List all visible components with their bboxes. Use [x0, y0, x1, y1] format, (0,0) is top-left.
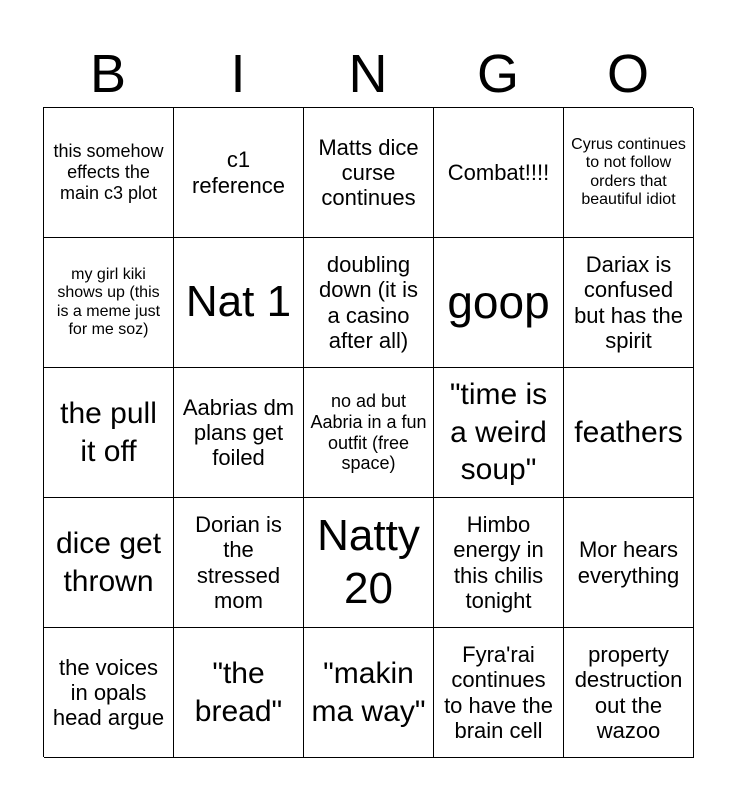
header-letter-o: O — [606, 44, 649, 104]
bingo-cell[interactable] — [434, 238, 564, 368]
bingo-cell[interactable] — [564, 498, 694, 628]
cell-text: Dorian is the stressed mom — [195, 511, 282, 613]
bingo-cell[interactable] — [564, 238, 694, 368]
bingo-cell[interactable] — [44, 238, 174, 368]
bingo-cell[interactable] — [304, 238, 434, 368]
bingo-cell[interactable] — [174, 108, 304, 238]
cell-text: my girl kiki shows up (this is a meme just for me soz) — [56, 265, 161, 338]
bingo-cell[interactable] — [434, 498, 564, 628]
bingo-cell[interactable] — [174, 498, 304, 628]
bingo-cell[interactable] — [564, 368, 694, 498]
bingo-cell[interactable] — [44, 498, 174, 628]
cell-text: dice get thrown — [55, 527, 162, 598]
cell-text: "time is a weird soup" — [449, 378, 548, 487]
cell-text: "makin ma way" — [311, 657, 426, 728]
bingo-cell[interactable] — [304, 368, 434, 498]
cell-text: doubling down (it is a casino after all) — [318, 251, 419, 353]
cell-text: Natty 20 — [317, 510, 420, 613]
cell-text: Himbo energy in this chilis tonight — [453, 511, 544, 613]
cell-text: the pull it off — [60, 397, 157, 468]
bingo-cell[interactable] — [304, 498, 434, 628]
header-letter-b: B — [89, 44, 127, 104]
cell-text: no ad but Aabria in a fun outfit (free space) — [310, 391, 427, 474]
bingo-cell[interactable] — [304, 628, 434, 758]
cell-text: Mor hears everything — [577, 537, 680, 588]
bingo-cell[interactable] — [304, 108, 434, 238]
cell-text: the voices in opals head argue — [52, 654, 165, 731]
bingo-cell[interactable] — [174, 628, 304, 758]
bingo-cell[interactable] — [564, 628, 694, 758]
bingo-cell[interactable] — [434, 628, 564, 758]
cell-text: Combat!!!! — [447, 159, 550, 185]
cell-text: property destruction out the wazoo — [574, 641, 683, 743]
cell-text: c1 reference — [192, 147, 285, 198]
cell-text: Cyrus continues to not follow orders that beautiful idiot — [571, 135, 686, 208]
header-letter-n: N — [348, 44, 388, 104]
bingo-cell[interactable] — [44, 108, 174, 238]
bingo-cell[interactable] — [44, 368, 174, 498]
cell-text: Aabrias dm plans get foiled — [182, 394, 295, 471]
cell-text: Fyra'rai continues to have the brain cell — [444, 641, 553, 743]
bingo-header — [43, 40, 693, 106]
bingo-cell[interactable] — [564, 108, 694, 238]
cell-text: "the bread" — [194, 657, 283, 728]
bingo-cell[interactable] — [434, 368, 564, 498]
header-letter-i: I — [230, 44, 246, 104]
cell-text: this somehow effects the main c3 plot — [53, 141, 164, 203]
bingo-cell[interactable] — [174, 238, 304, 368]
cell-text: feathers — [574, 415, 683, 449]
cell-text: Matts dice curse continues — [318, 134, 419, 211]
cell-text: Nat 1 — [185, 277, 292, 327]
cell-text: Dariax is confused but has the spirit — [574, 251, 683, 353]
bingo-cell[interactable] — [44, 628, 174, 758]
bingo-cell[interactable] — [174, 368, 304, 498]
header-letter-g: G — [476, 44, 519, 104]
bingo-board — [43, 107, 693, 757]
bingo-cell[interactable] — [434, 108, 564, 238]
cell-text: goop — [447, 275, 550, 328]
